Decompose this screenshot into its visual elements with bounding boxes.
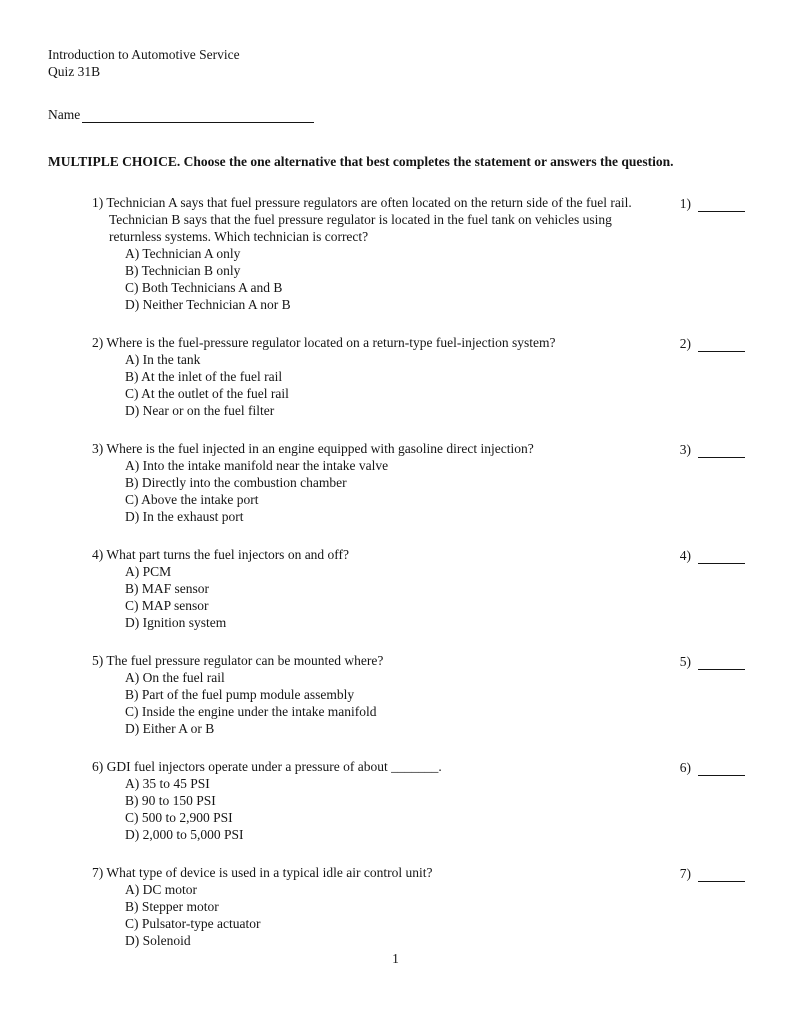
choice: D) Ignition system <box>125 615 227 630</box>
choice: B) At the inlet of the fuel rail <box>125 369 283 384</box>
answer-number: 5) <box>679 654 691 669</box>
choice: C) 500 to 2,900 PSI <box>125 810 233 825</box>
answer-blank-line <box>698 549 745 564</box>
question-text: 3) Where is the fuel injected in an engine equipped with gasoline direct injection? <box>92 441 534 456</box>
choice: C) Inside the engine under the intake manifold <box>125 704 377 719</box>
answer-cell <box>680 864 745 882</box>
choice: D) Solenoid <box>125 933 191 948</box>
answer-cell <box>680 546 745 564</box>
question <box>92 546 745 631</box>
answer-blank-line <box>698 337 745 352</box>
course-title: Introduction to Automotive Service <box>48 47 240 62</box>
question-body <box>92 864 667 949</box>
answer-blank-line <box>698 655 745 670</box>
choice: D) 2,000 to 5,000 PSI <box>125 827 244 842</box>
answer-blank-line <box>698 867 745 882</box>
quiz-title: Quiz 31B <box>48 64 101 79</box>
choice-list <box>125 669 667 737</box>
question-text: 2) Where is the fuel-pressure regulator located on a return-type fuel-injection system? <box>92 335 556 350</box>
answer-cell <box>680 758 745 776</box>
questions <box>48 194 745 949</box>
choice: D) Neither Technician A nor B <box>125 297 291 312</box>
choice: C) Pulsator-type actuator <box>125 916 261 931</box>
question <box>92 194 745 313</box>
choice: D) Either A or B <box>125 721 215 736</box>
question-text: 6) GDI fuel injectors operate under a pressure of about _______. <box>92 759 442 774</box>
answer-cell <box>680 440 745 458</box>
choice: C) At the outlet of the fuel rail <box>125 386 289 401</box>
answer-cell <box>680 652 745 670</box>
choice: B) MAF sensor <box>125 581 210 596</box>
choice-list <box>125 563 667 631</box>
answer-blank-line <box>698 443 745 458</box>
name-blank-line <box>82 108 314 123</box>
choice: B) Part of the fuel pump module assembly <box>125 687 355 702</box>
choice: A) On the fuel rail <box>125 670 225 685</box>
answer-number: 2) <box>679 336 691 351</box>
choice-list <box>125 881 667 949</box>
question-body <box>92 440 667 525</box>
choice: B) 90 to 150 PSI <box>125 793 216 808</box>
question-text: 1) Technician A says that fuel pressure regulators are often located on the return side of the fuel rail. Technician B says that the fuel pressure regulator is located in the fuel tank on vehicles using returnless systems. Which technician is correct? <box>92 195 632 244</box>
answer-cell <box>680 334 745 352</box>
question-body <box>92 334 667 419</box>
question-body <box>92 652 667 737</box>
question <box>92 440 745 525</box>
choice: A) 35 to 45 PSI <box>125 776 210 791</box>
choice: D) Near or on the fuel filter <box>125 403 275 418</box>
choice: A) In the tank <box>125 352 201 367</box>
answer-blank-line <box>698 761 745 776</box>
choice: B) Technician B only <box>125 263 241 278</box>
answer-number: 6) <box>679 760 691 775</box>
choice-list <box>125 775 667 843</box>
answer-number: 3) <box>679 442 691 457</box>
question-text: 5) The fuel pressure regulator can be mounted where? <box>92 653 384 668</box>
choice: B) Directly into the combustion chamber <box>125 475 347 490</box>
choice-list <box>125 351 667 419</box>
question-body <box>92 194 667 313</box>
choice-list <box>125 245 667 313</box>
question-body <box>92 758 667 843</box>
choice: C) Above the intake port <box>125 492 259 507</box>
answer-blank-line <box>698 197 745 212</box>
name-row <box>48 106 745 123</box>
answer-number: 7) <box>679 866 691 881</box>
answer-number: 1) <box>679 196 691 211</box>
choice-list <box>125 457 667 525</box>
choice: A) DC motor <box>125 882 197 897</box>
question <box>92 652 745 737</box>
choice: A) Into the intake manifold near the intake valve <box>125 458 389 473</box>
question-text: 7) What type of device is used in a typical idle air control unit? <box>92 865 433 880</box>
question-body <box>92 546 667 631</box>
choice: C) MAP sensor <box>125 598 209 613</box>
choice: B) Stepper motor <box>125 899 219 914</box>
question <box>92 864 745 949</box>
choice: C) Both Technicians A and B <box>125 280 283 295</box>
answer-number: 4) <box>679 548 691 563</box>
question <box>92 758 745 843</box>
name-label: Name <box>48 107 81 122</box>
section-instructions: MULTIPLE CHOICE. Choose the one alternative that best completes the statement or answers the question. <box>48 154 674 169</box>
question-text: 4) What part turns the fuel injectors on and off? <box>92 547 350 562</box>
answer-cell <box>680 194 745 212</box>
question <box>92 334 745 419</box>
choice: A) PCM <box>125 564 172 579</box>
choice: D) In the exhaust port <box>125 509 244 524</box>
choice: A) Technician A only <box>125 246 241 261</box>
page-number: 1 <box>392 951 399 966</box>
